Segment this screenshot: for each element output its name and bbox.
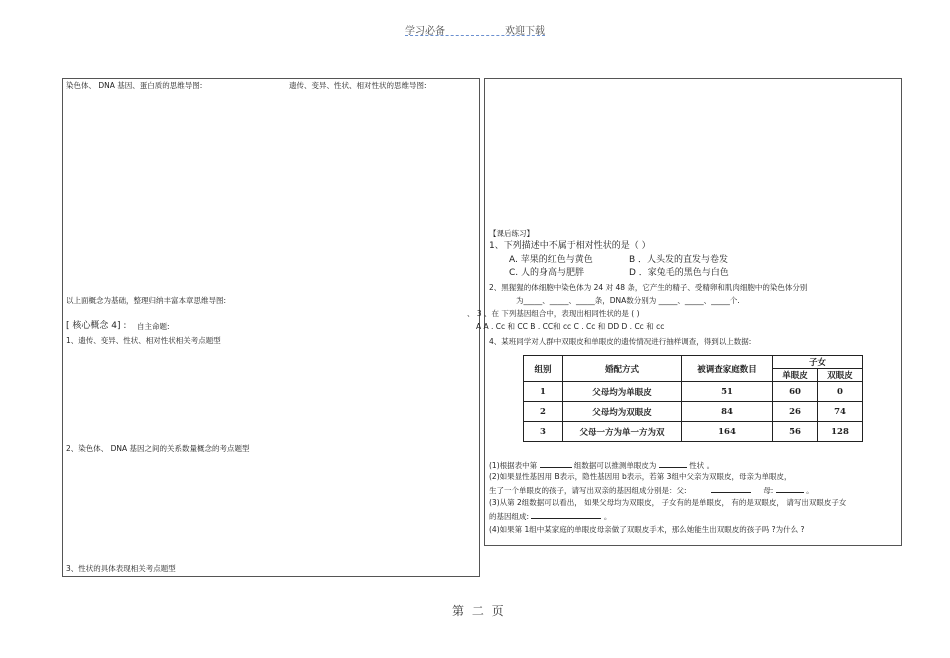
mindmap-title-2: 遗传、变异、性状、相对性状的思维导图:	[289, 81, 427, 90]
cell-single: 56	[773, 422, 818, 442]
header-right: 欢迎下载	[505, 26, 545, 37]
cell-families: 84	[682, 402, 773, 422]
cell-marriage: 父母一方为单一方为双	[563, 422, 682, 442]
q1-option-c: C. 人的身高与肥胖	[509, 268, 585, 278]
answer-blank	[711, 484, 751, 493]
cell-group: 2	[524, 402, 563, 422]
q3-options: A A . Cc 和 CC B . CC和 cc C . Cc 和 DD D . Cc 和 cc	[476, 322, 665, 331]
answer-blank	[531, 510, 601, 519]
cell-single: 26	[773, 402, 818, 422]
cell-families: 51	[682, 382, 773, 402]
th-double: 双眼皮	[818, 369, 863, 382]
th-families: 被调查家庭数目	[682, 356, 773, 382]
header-divider	[405, 35, 545, 36]
table-row	[524, 402, 863, 422]
cell-group: 3	[524, 422, 563, 442]
cell-group: 1	[524, 382, 563, 402]
cell-double: 128	[818, 422, 863, 442]
answer-blank	[540, 459, 572, 468]
subq-4: (4)如果第 1组中某家庭的单眼皮母亲做了双眼皮手术，那么她能生出双眼皮的孩子吗 ?为什么 ?	[489, 525, 805, 534]
q1-option-d: D ．家兔毛的黑色与白色	[629, 268, 729, 278]
answer-blank	[776, 484, 804, 493]
header-left: 学习必备	[405, 26, 445, 37]
th-single: 单眼皮	[773, 369, 818, 382]
th-marriage: 婚配方式	[563, 356, 682, 382]
topic-1: 1、遗传、变异、性状、相对性状相关考点题型	[66, 336, 221, 345]
mindmap-summary: 以上面概念为基础，整理归纳丰富本章思维导图:	[66, 296, 227, 305]
th-children: 子女	[773, 356, 863, 369]
cell-marriage: 父母均为双眼皮	[563, 402, 682, 422]
question-2-line2: 为_____、_____、_____条，DNA数分别为 _____、_____、_____个.	[516, 296, 740, 305]
question-2-line1: 2、黑猩猩的体细胞中染色体为 24 对 48 条，它产生的精子、受精卵和肌肉细胞中的染色体分别	[489, 283, 808, 292]
core-concept-title: [ 核心概念 4] :	[66, 321, 127, 331]
cell-families: 164	[682, 422, 773, 442]
mindmap-title-1: 染色体、 DNA 基因、蛋白质的思维导图:	[66, 81, 203, 90]
cell-double: 0	[818, 382, 863, 402]
survey-table	[523, 355, 863, 442]
topic-2: 2、染色体、 DNA 基因之间的关系数量概念的考点题型	[66, 444, 250, 453]
table-row	[524, 382, 863, 402]
q1-option-b: B ．人头发的直发与卷发	[629, 255, 729, 265]
th-group: 组别	[524, 356, 563, 382]
subq-3-line2: 的基因组成: 。	[489, 512, 612, 521]
subq-3-line1: (3)从第 2组数据可以看出， 如果父母均为双眼皮， 子女有的是单眼皮， 有的是双眼皮， 请写出双眼皮子女	[489, 498, 847, 507]
topic-3: 3、性状的具体表现相关考点题型	[66, 564, 176, 573]
answer-blank	[659, 459, 687, 468]
subq-2-line1: (2)如果显性基因用 B表示，隐性基因用 b表示，若第 3组中父亲为双眼皮，母亲为单眼皮，	[489, 472, 792, 481]
question-3: 、 3 、在 下列基因组合中，表现出相同性状的是 ( )	[467, 309, 640, 318]
question-4: 4、某班同学对人群中双眼皮和单眼皮的遗传情况进行抽样调查，得到以上数据:	[489, 337, 752, 346]
exercise-section-title: 【课后练习】	[489, 229, 534, 238]
question-1: 1、下列描述中不属于相对性状的是（ ）	[489, 241, 651, 251]
subq-1: (1)根据表中第 组数据可以推测单眼皮为 性状 。	[489, 461, 715, 470]
core-concept-sub: 自主命题:	[137, 322, 170, 331]
table-row	[524, 422, 863, 442]
q1-option-a: A. 苹果的红色与黄色	[509, 255, 593, 265]
subq-2-line2: 生了一个单眼皮的孩子，请写出双亲的基因组成分别是：父: 母: 。	[489, 486, 814, 495]
cell-single: 60	[773, 382, 818, 402]
cell-double: 74	[818, 402, 863, 422]
cell-marriage: 父母均为单眼皮	[563, 382, 682, 402]
page-number: 第 二 页	[452, 604, 506, 618]
